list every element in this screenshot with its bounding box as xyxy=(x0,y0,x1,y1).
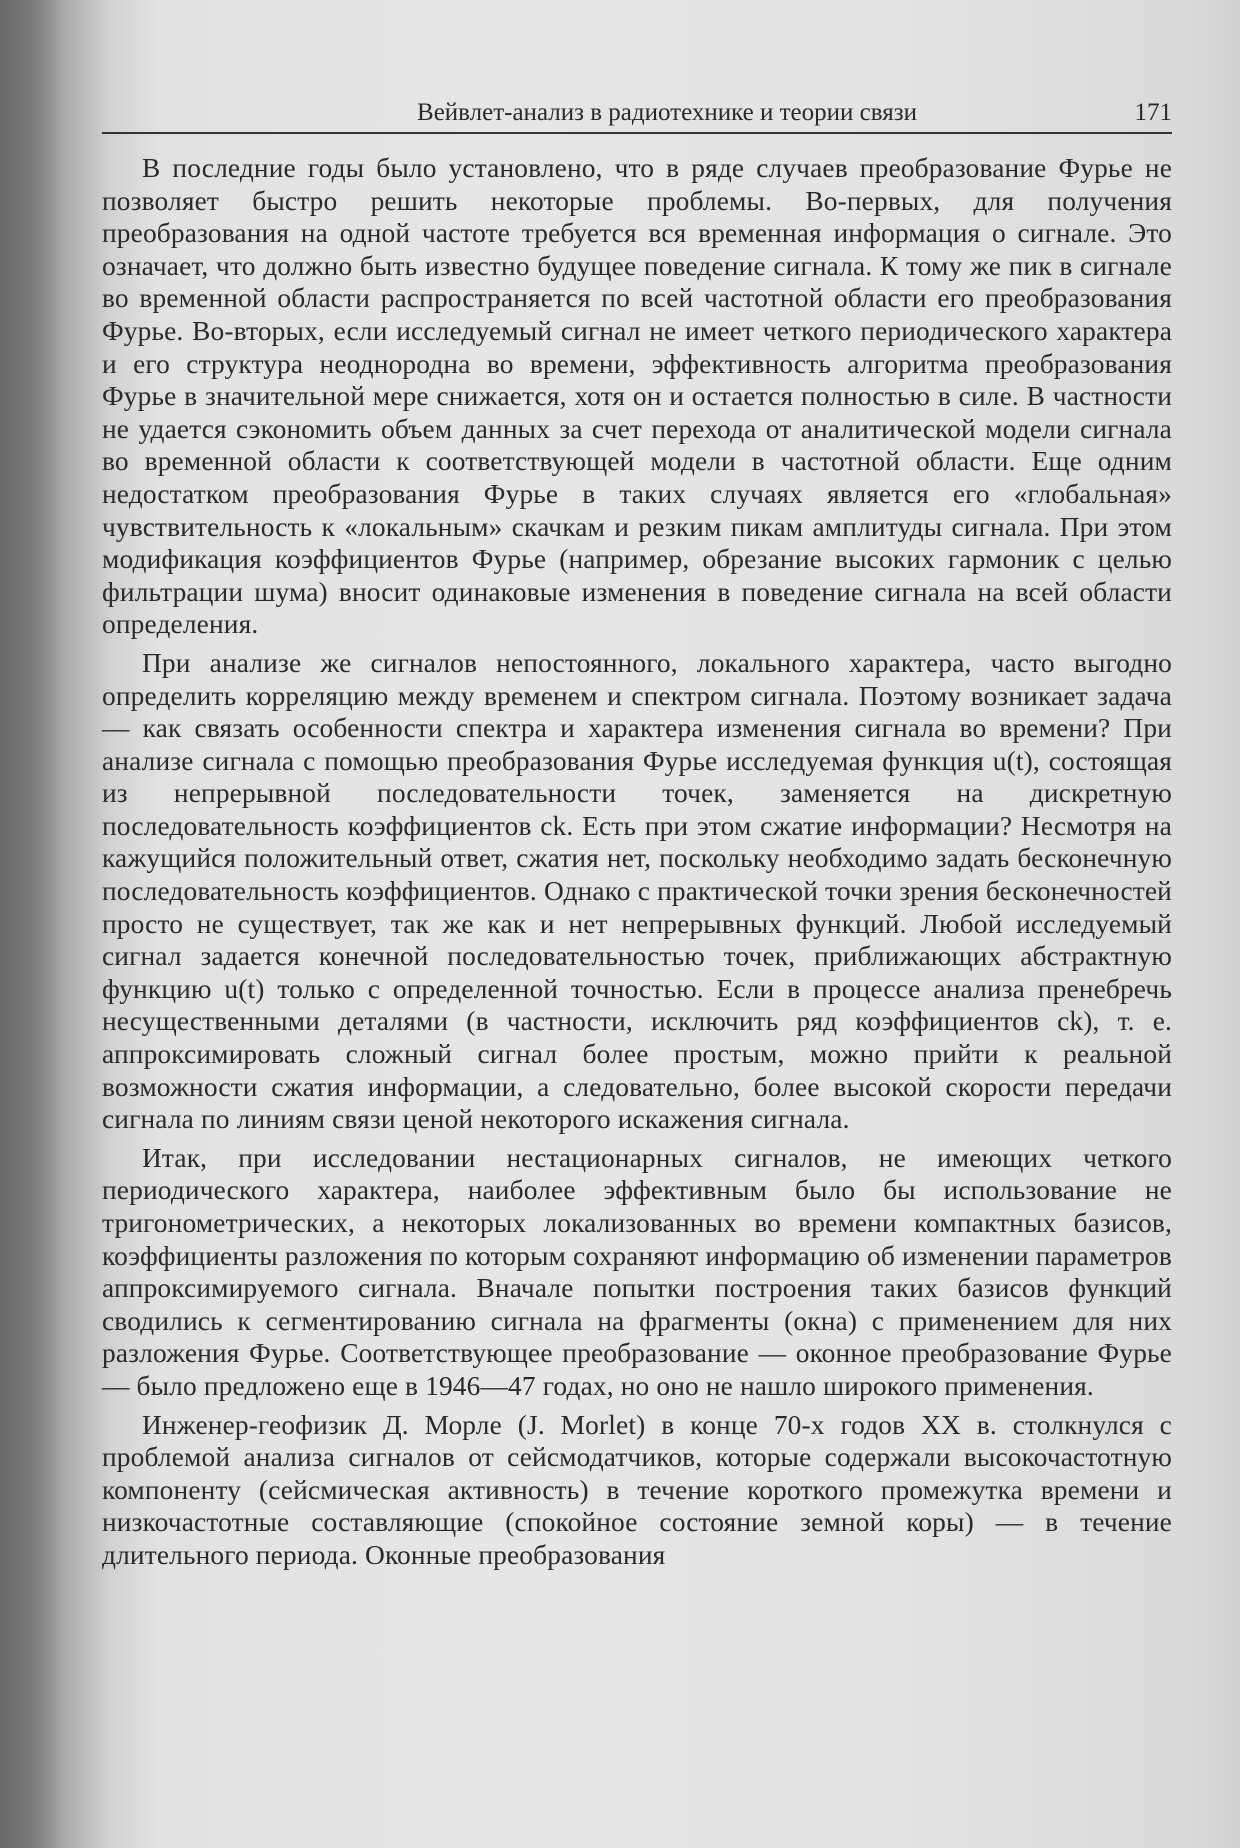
paragraph-2: При анализе же сигналов непостоянного, локального характера, часто выгодно определить корреляцию между временем и спектром сигнала. Поэтому возникает задача — как связать особенности спектра и характера изменения сигнала во времени? При анализе сигнала с помощью преобразования Фурье исследуемая функция u(t), состоящая из непрерывной последовательности точек, заменяется на дискретную последовательность коэффициентов ck. Есть при этом сжатие информации? Несмотря на кажущийся положительный ответ, сжатия нет, поскольку необходимо задать бесконечную последовательность коэффициентов. Однако с практической точки зрения бесконечностей просто не существует, так же как и нет непрерывных функций. Любой исследуемый сигнал задается конечной последовательностью точек, приближающих абстрактную функцию u(t) только с определенной точностью. Если в процессе анализа пренебречь несущественными деталями (в частности, исключить ряд коэффициентов ck), т. е. аппроксимировать сложный сигнал более простым, можно прийти к реальной возможности сжатия информации, а следовательно, более высокой скорости передачи сигнала по линиям связи ценой некоторого искажения сигнала. xyxy=(102,647,1172,1135)
book-spine-shadow xyxy=(0,0,60,1848)
paragraph-1: В последние годы было установлено, что в ряде случаев преобразование Фурье не позволяет быстро решить некоторые проблемы. Во-первых, для получения преобразования на одной частоте требуется вся временная информация о сигнале. Это означает, что должно быть известно будущее поведение сигнала. К тому же пик в сигнале во временной области распространяется по всей частотной области его преобразования Фурье. Во-вторых, если исследуемый сигнал не имеет четкого периодического характера и его структура неоднородна во времени, эффективность алгоритма преобразования Фурье в значительной мере снижается, хотя он и остается полностью в силе. В частности не удается сэкономить объем данных за счет перехода от аналитической модели сигнала во временной области к соответствующей модели в частотной области. Еще одним недостатком преобразования Фурье в таких случаях является его «глобальная» чувствительность к «локальным» скачкам и резким пикам амплитуды сигнала. При этом модификация коэффициентов Фурье (например, обрезание высоких гармоник с целью фильтрации шума) вносит одинаковые изменения в поведение сигнала на всей области определения. xyxy=(102,153,1172,640)
running-header xyxy=(102,96,1172,134)
page-number: 171 xyxy=(1134,99,1172,126)
paragraph-4: Инженер-геофизик Д. Морле (J. Morlet) в конце 70-х годов XX в. столкнулся с проблемой анализа сигналов от сейсмодатчиков, которые содержали высокочастотную компоненту (сейсмическая активность) в течение короткого промежутка времени и низкочастотные составляющие (спокойное состояние земной коры) — в течение длительного периода. Оконные преобразования xyxy=(102,1409,1172,1570)
book-page xyxy=(102,96,1172,1572)
running-header-title: Вейвлет-анализ в радиотехнике и теории связи xyxy=(417,99,917,126)
body-text xyxy=(102,152,1172,1572)
paragraph-3: Итак, при исследовании нестационарных сигналов, не имеющих четкого периодического характера, наиболее эффективным было бы использование не тригонометрических, а некоторых локализованных во времени компактных базисов, коэффициенты разложения по которым сохраняют информацию об изменении параметров аппроксимируемого сигнала. Вначале попытки построения таких базисов функций сводились к сегментированию сигнала на фрагменты (окна) с применением для них разложения Фурье. Соответствующее преобразование — оконное преобразование Фурье — было предложено еще в 1946—47 годах, но оно не нашло широкого применения. xyxy=(102,1142,1172,1401)
